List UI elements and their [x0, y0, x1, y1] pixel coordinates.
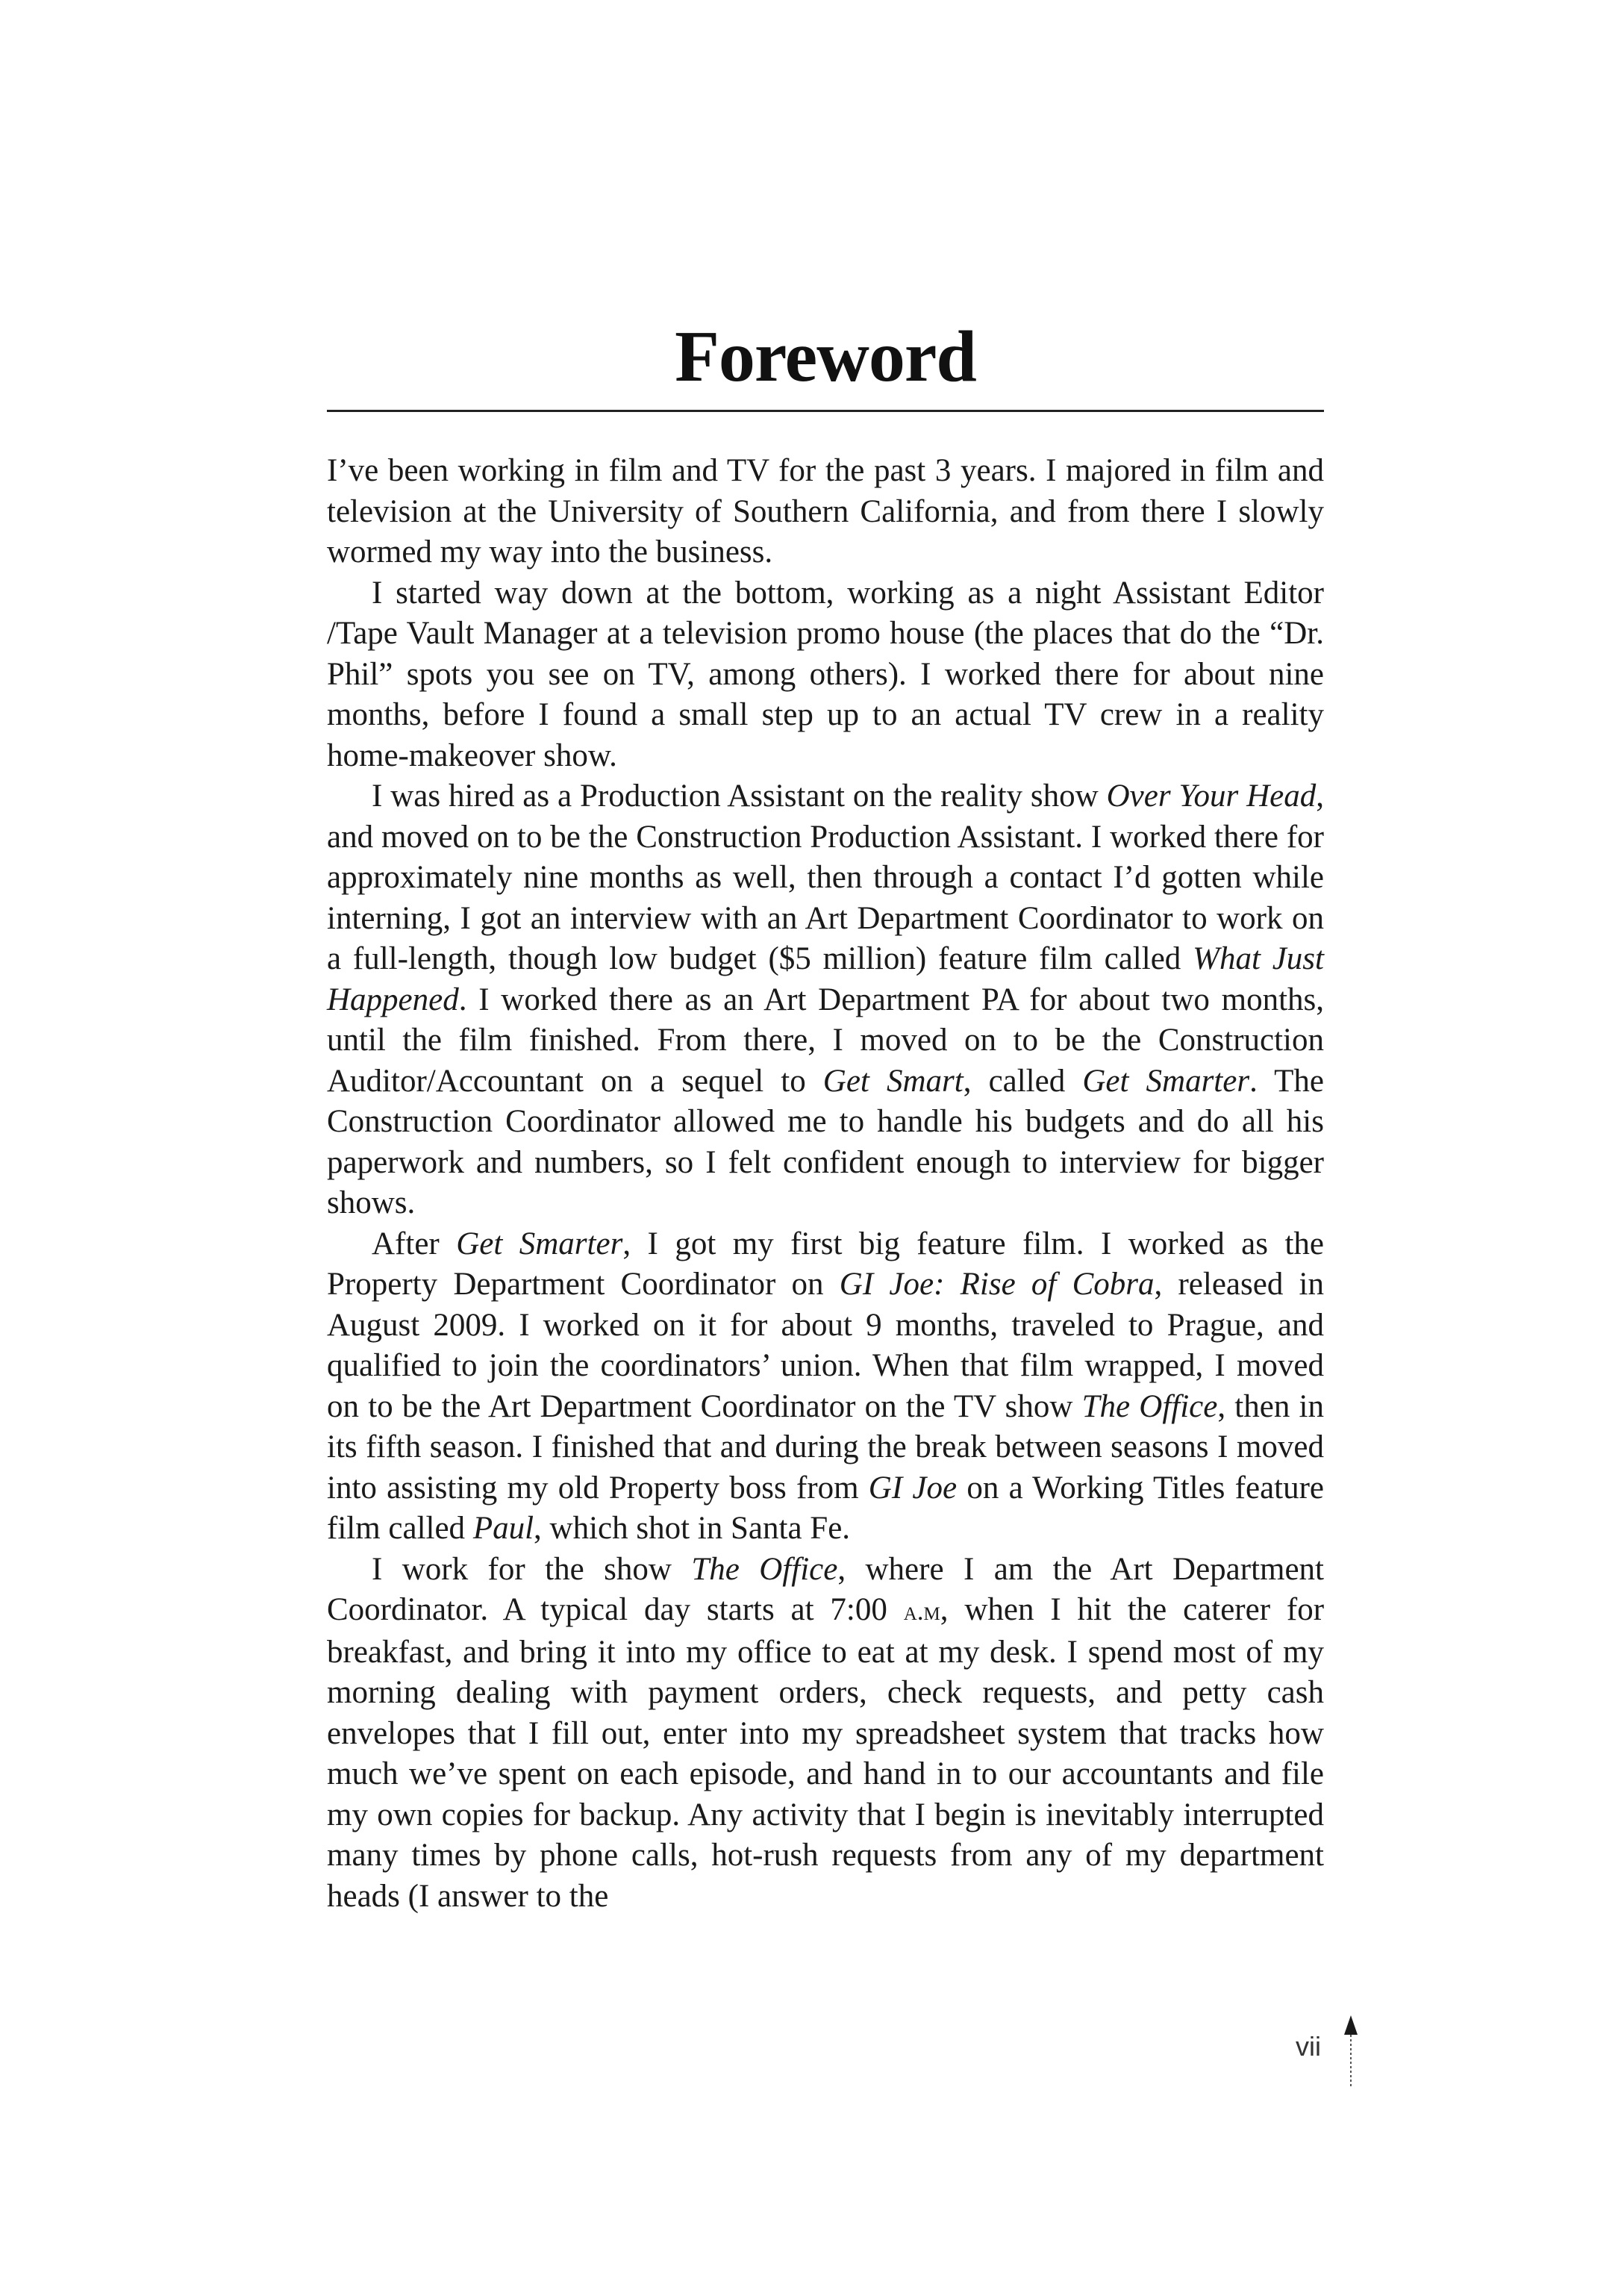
italic-title: The Office [691, 1551, 838, 1587]
paragraph-5 [327, 1550, 1324, 1918]
text-run: , called [963, 1063, 1083, 1099]
text-run: I’ve been working in film and TV for the past 3 years. I majored in film and television at the University of Southern California, and from there I slowly wormed my way into the business. [327, 453, 1324, 570]
text-run: I started way down at the bottom, working as a night Assistant Editor /Tape Vault Manager at a television promo house (the places that do the “Dr. Phil” spots you see on TV, among others). I worked there for about nine months, before I found a small step up to an actual TV crew in a reality home-makeover show. [327, 575, 1324, 773]
italic-title: GI Joe: Rise of Cobra [839, 1267, 1155, 1302]
italic-title: The Office [1081, 1388, 1218, 1424]
italic-title: What Just Happened [327, 941, 1324, 1017]
text-run: , where I am the Art Department Coordinator. A typical day starts at 7:00 [327, 1551, 1324, 1627]
foreword-body [327, 451, 1324, 1917]
italic-title: Get Smart [822, 1063, 964, 1099]
paragraph-3 [327, 776, 1324, 1224]
text-run: , released in August 2009. I worked on it for about 9 months, traveled to Prague, and qualified to join the coordinators’ union. When that film wrapped, I moved on to be the Art Department Coordinator on the TV show [327, 1267, 1325, 1424]
italic-title: GI Joe [868, 1470, 958, 1506]
paragraph-1 [327, 451, 1324, 573]
paragraph-4 [327, 1224, 1324, 1550]
text-run: I work for the show [372, 1551, 692, 1587]
text-run: , and moved on to be the Construction Production Assistant. I worked there for approximately nine months as well, then through a contact I’d gotten while interning, I got an interview with an Art Department Coordinator to work on a full-length, though low budget ($5 million) feature film called [327, 779, 1324, 976]
arrow-up-icon [1340, 2015, 1361, 2090]
text-run: . The Construction Coordinator allowed me to handle his budgets and do all his paperwork and numbers, so I felt confident enough to interview for bigger shows. [327, 1063, 1325, 1220]
page-number: vii [1296, 2031, 1321, 2062]
chapter-title: Foreword [675, 316, 976, 397]
text-run: I was hired as a Production Assistant on the reality show [372, 779, 1107, 814]
italic-title: Over Your Head [1106, 779, 1317, 814]
text-run: After [372, 1226, 457, 1261]
text-run: . I worked there as an Art Department PA for about two months, until the film finished. From there, I moved on to be the Construction Auditor/Accountant on a sequel to [327, 982, 1324, 1099]
text-run: , when I hit the caterer for breakfast, and bring it into my office to eat at my desk. I spend most of my morning dealing with payment orders, check requests, and petty cash envelopes that I fill out, enter into my spreadsheet system that tracks how much we’ve spent on each episode, and hand in to our accountants and file my own copies for backup. Any activity that I begin is inevitably interrupted many times by phone calls, hot-rush requests from any of my department heads (I answer to the [327, 1592, 1325, 1914]
title-rule [327, 410, 1324, 412]
text-run: , which shot in Santa Fe. [534, 1511, 851, 1546]
text-run: , I got my first big feature film. I worked as the Property Department Coordinator on [327, 1226, 1324, 1302]
italic-title: Get Smarter [1082, 1063, 1250, 1099]
text-run: , then in its fifth season. I finished that and during the break between seasons I moved into assisting my old Property boss from [327, 1388, 1324, 1506]
small-caps-text: a.m [903, 1597, 940, 1626]
paragraph-2 [327, 573, 1324, 777]
italic-title: Get Smarter [456, 1226, 623, 1261]
text-run: on a Working Titles feature film called [327, 1470, 1324, 1546]
italic-title: Paul [472, 1511, 534, 1546]
